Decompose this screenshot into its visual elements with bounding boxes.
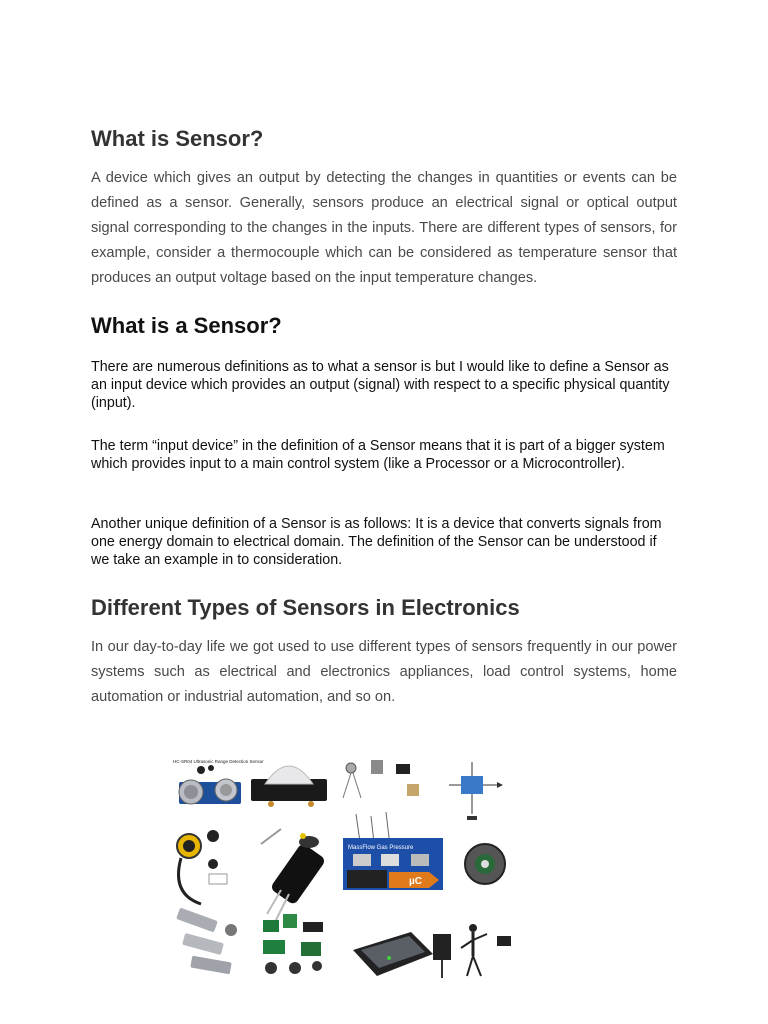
massflow-caption: MassFlow Gas Pressure	[348, 845, 414, 851]
ultrasonic-sensor-image	[173, 759, 264, 804]
paragraph-energy-domain: Another unique definition of a Sensor is as follows: It is a device that converts signals from one energy domain to electrical domain. The definition of the Sensor can be understood if we take an example in to consideration.	[91, 516, 662, 568]
sensors-collage-image	[171, 754, 517, 984]
touch-device-image	[353, 932, 433, 976]
section-heading-types-of-sensors: Different Types of Sensors in Electronics	[91, 595, 520, 620]
photoelectric-sensor-image	[177, 830, 227, 904]
pir-sensor-image	[251, 766, 327, 807]
sensor-block-diagram	[449, 762, 503, 820]
ultrasonic-caption: HC-SR04 Ultrasonic Range Detection Sensor	[173, 759, 264, 764]
massflow-pressure-image	[343, 838, 443, 890]
proximity-sensors-image	[176, 908, 237, 975]
microcontroller-caption: µC	[409, 876, 422, 887]
sensor-modules-image	[263, 914, 323, 974]
paragraph-sensor-definition: A device which gives an output by detecting the changes in quantities or events can be defined as a sensor. Generally, sensors produce an electrical signal or optical output signal corresponding to the changes in the inputs. There are different types of sensors, for example, consider a thermocouple which can be considered as temperature sensor that produces an output voltage based on the input temperature changes.	[91, 170, 677, 286]
paragraph-day-to-day: In our day-to-day life we got used to use different types of sensors frequently in our power systems such as electrical and electronics appliances, load control systems, home automation or industrial automation, and so on.	[91, 639, 677, 705]
paragraph-input-device: The term “input device” in the definition of a Sensor means that it is part of a bigger system which provides input to a main control system (like a Processor or a Microcontroller).	[91, 438, 665, 472]
paragraph-numerous-definitions: There are numerous definitions as to what a sensor is but I would like to define a Sensor as an input device which provides an output (signal) with respect to a specific physical quantity (input).	[91, 359, 670, 411]
motion-sensing-image	[433, 924, 511, 978]
section-heading-what-is-a-sensor: What is a Sensor?	[91, 313, 282, 338]
section-heading-what-is-sensor: What is Sensor?	[91, 126, 264, 151]
phototransistor-image	[261, 829, 326, 922]
thermal-sensor-image	[465, 844, 505, 884]
